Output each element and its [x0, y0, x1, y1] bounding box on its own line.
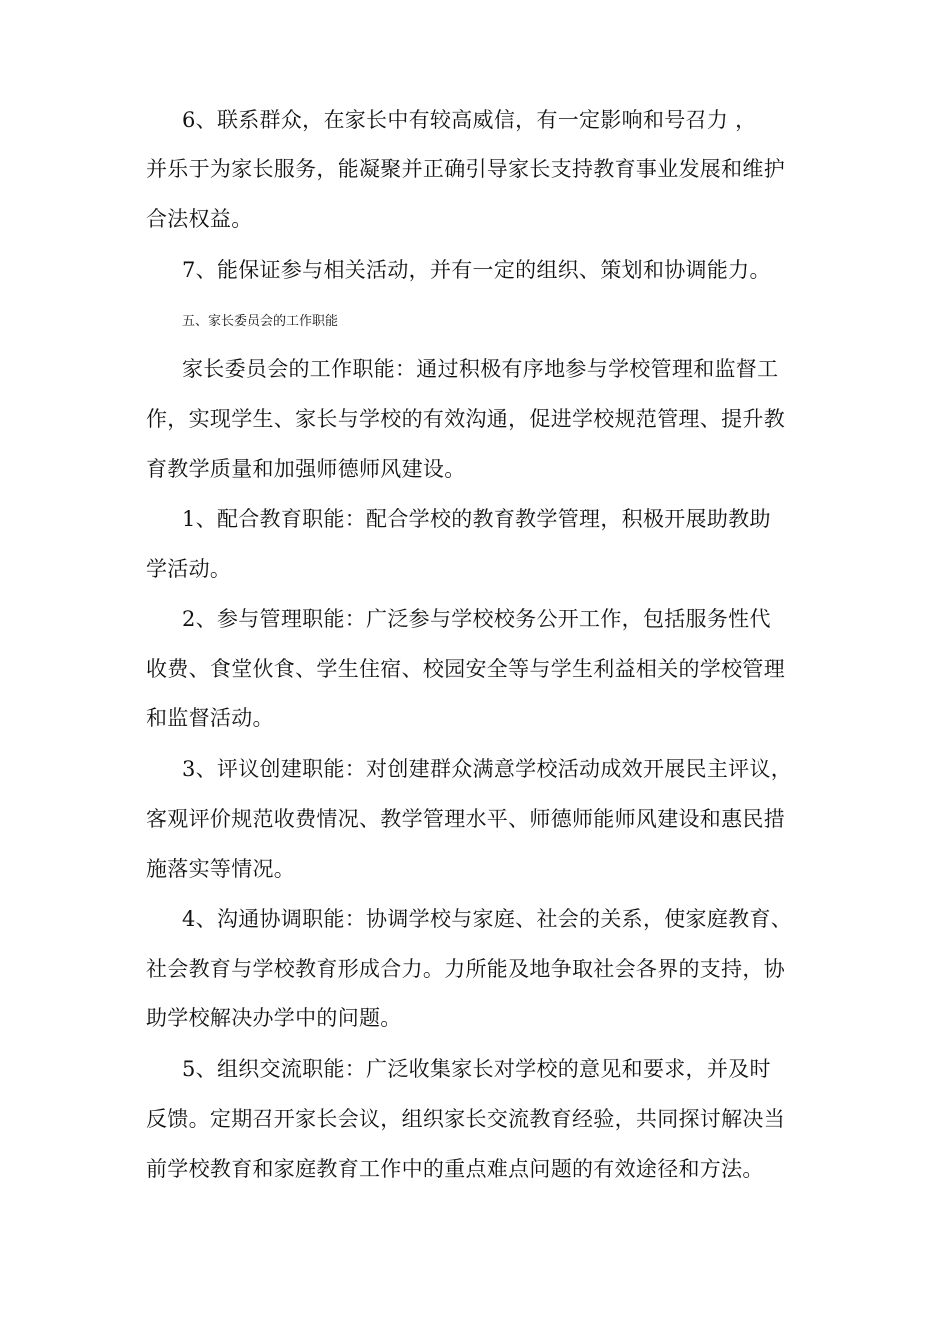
text-line: 家长委员会的工作职能：通过积极有序地参与学校管理和监督工 [182, 357, 779, 381]
text-line: 客观评价规范收费情况、教学管理水平、师德师能师风建设和惠民措 [146, 807, 785, 831]
text-line: 2、参与管理职能：广泛参与学校校务公开工作，包括服务性代 [182, 607, 771, 631]
text-line: 3、评议创建职能：对创建群众满意学校活动成效开展民主评议， [182, 757, 793, 781]
text-line: 施落实等情况。 [146, 857, 296, 881]
text-line: 助学校解决办学中的问题。 [146, 1006, 402, 1030]
text-line: 收费、食堂伙食、学生住宿、校园安全等与学生利益相关的学校管理 [146, 657, 785, 681]
text-line: 作，实现学生、家长与学校的有效沟通，促进学校规范管理、提升教 [146, 407, 785, 431]
text-line: 社会教育与学校教育形成合力。力所能及地争取社会各界的支持，协 [146, 957, 785, 981]
text-line: 6、联系群众，在家长中有较高威信，有一定影响和号召力 ， [182, 108, 757, 132]
text-line: 并乐于为家长服务，能凝聚并正确引导家长支持教育事业发展和维护 [146, 157, 785, 181]
text-line: 前学校教育和家庭教育工作中的重点难点问题的有效途径和方法。 [146, 1157, 764, 1181]
section-heading: 五、家长委员会的工作职能 [182, 314, 339, 329]
text-line: 4、沟通协调职能：协调学校与家庭、社会的关系，使家庭教育、 [182, 907, 793, 931]
text-line: 7、能保证参与相关活动，并有一定的组织、策划和协调能力。 [182, 258, 771, 282]
text-line: 5、组织交流职能：广泛收集家长对学校的意见和要求，并及时 [182, 1057, 771, 1081]
text-line: 反馈。定期召开家长会议，组织家长交流教育经验，共同探讨解决当 [146, 1107, 785, 1131]
text-line: 合法权益。 [146, 207, 253, 231]
text-line: 1、配合教育职能：配合学校的教育教学管理，积极开展助教助 [182, 507, 771, 531]
text-line: 育教学质量和加强师德师风建设。 [146, 457, 466, 481]
text-line: 和监督活动。 [146, 706, 274, 730]
text-line: 学活动。 [146, 557, 232, 581]
